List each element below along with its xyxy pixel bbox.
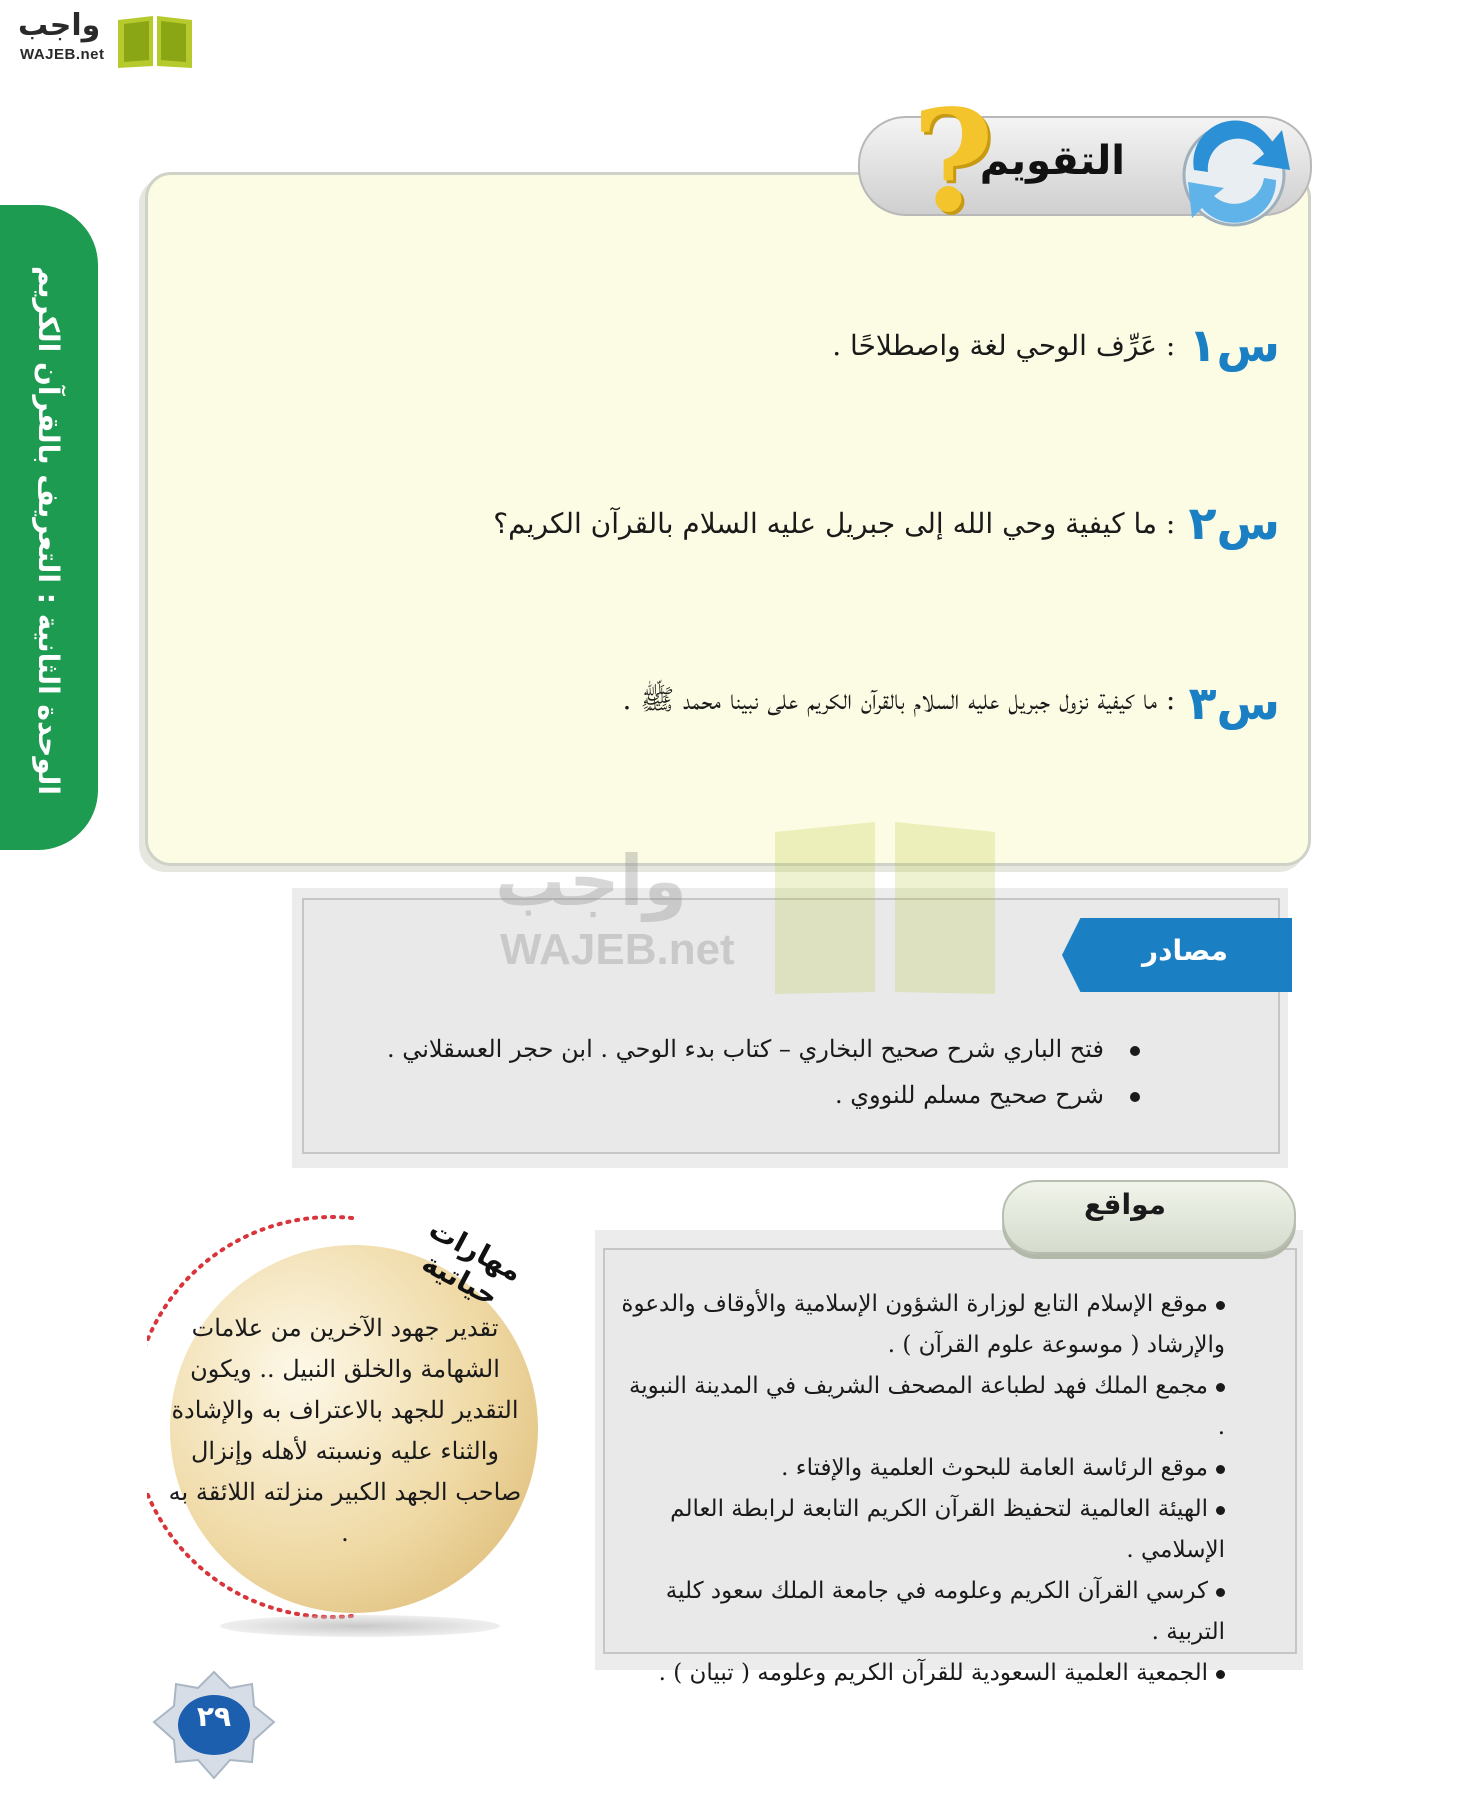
list-item: الجمعية العلمية السعودية للقرآن الكريم وعلومه ( تبيان ) . [620, 1653, 1225, 1694]
question-3-label: س٣ [1188, 676, 1280, 730]
logo-name: واجب [18, 8, 101, 43]
bullet-icon [1216, 1588, 1225, 1597]
book-icon [116, 12, 194, 70]
list-item: مجمع الملك فهد لطباعة المصحف الشريف في المدينة النبوية . [628, 1373, 1225, 1440]
sources-title: مصادر [1142, 934, 1228, 967]
life-skills-text: تقدير جهود الآخرين من علامات الشهامة والخلق النبيل .. ويكون التقدير للجهد بالاعتراف به والإشادة والثناء عليه ونسبته لأهله وإنزال صاحب الجهد الكبير منزلته اللائقة به . [168, 1314, 522, 1547]
bullet-icon [1216, 1465, 1225, 1474]
list-item: شرح صحيح مسلم للنووي . [330, 1072, 1140, 1118]
bullet-icon [1130, 1046, 1140, 1056]
question-3 [450, 676, 1280, 730]
question-2 [450, 496, 1280, 550]
bullet-icon [1216, 1301, 1225, 1310]
evaluation-title: التقويم [979, 138, 1125, 184]
question-1-text: : عَرِّف الوحي لغة واصطلاحًا . [832, 328, 1176, 362]
life-skills-title: مهارات حياتية [416, 1212, 528, 1314]
question-1 [450, 318, 1280, 372]
bullet-icon [1216, 1670, 1225, 1679]
question-3-text: : ما كيفية نزول جبريل عليه السلام بالقرآن الكريم على نبينا محمد ﷺ . [622, 683, 1176, 716]
page-number: ٢٩ [196, 1700, 232, 1733]
list-item: الهيئة العالمية لتحفيظ القرآن الكريم التابعة لرابطة العالم الإسلامي . [670, 1496, 1225, 1563]
bullet-icon [1130, 1092, 1140, 1102]
sites-list [620, 1284, 1225, 1694]
question-mark-icon: ? [912, 80, 995, 244]
sources-list [330, 1026, 1140, 1118]
list-item: فتح الباري شرح صحيح البخاري – كتاب بدء الوحي . ابن حجر العسقلاني . [330, 1026, 1140, 1072]
bullet-icon [1216, 1506, 1225, 1515]
question-2-text: : ما كيفية وحي الله إلى جبريل عليه السلام بالقرآن الكريم؟ [493, 506, 1176, 540]
question-1-label: س١ [1188, 318, 1280, 372]
logo-domain: WAJEB.net [20, 46, 105, 63]
list-item: موقع الإسلام التابع لوزارة الشؤون الإسلامية والأوقاف والدعوة والإرشاد ( موسوعة علوم القرآن ) . [621, 1291, 1225, 1358]
list-item: موقع الرئاسة العامة للبحوث العلمية والإفتاء . [620, 1448, 1225, 1489]
unit-title: الوحدة الثانية : التعريف بالقرآن الكريم [32, 265, 65, 795]
refresh-globe-icon [1172, 100, 1312, 235]
wajeb-logo[interactable] [8, 6, 193, 68]
question-2-label: س٢ [1188, 496, 1280, 550]
life-skills-shadow [220, 1615, 500, 1637]
bullet-icon [1216, 1383, 1225, 1392]
watermark-name: واجب [495, 840, 688, 922]
list-item: كرسي القرآن الكريم وعلومه في جامعة الملك سعود كلية التربية . [665, 1578, 1225, 1645]
sites-title: مواقع [1084, 1188, 1166, 1221]
watermark-domain: WAJEB.net [500, 925, 735, 974]
